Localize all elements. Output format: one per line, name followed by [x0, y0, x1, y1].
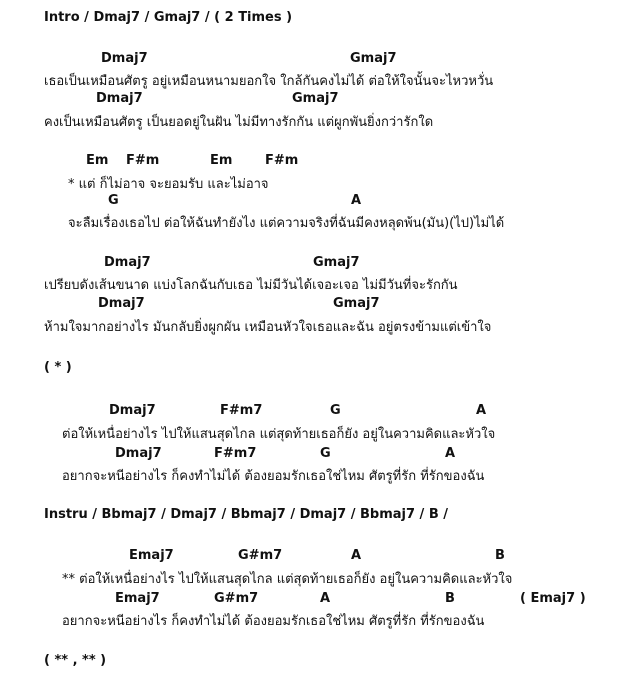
repeat-marker: ( * ): [44, 360, 72, 375]
lyric-line: ห้ามใจมากอย่างไร มันกลับยิ่งผูกผัน เหมือนหัวใจเธอและฉัน อยู่ตรงข้ามแต่เข้าใจ: [44, 320, 492, 335]
chord: Dmaj7: [96, 91, 143, 106]
chord: A: [445, 446, 456, 461]
chord: Em: [86, 153, 109, 168]
chord: B: [495, 548, 505, 563]
lyric-line: คงเป็นเหมือนศัตรู เป็นยอดยู่ในฝัน ไม่มีทางรักกัน แต่ผูกพันยิ่งกว่ารักใด: [44, 115, 434, 130]
chord: A: [351, 548, 362, 563]
chord: G#m7: [238, 548, 283, 563]
lyric-line: จะลืมเรื่องเธอไป ต่อให้ฉันทำยังไง แต่ความจริงที่ฉันมีคงหลุดพ้น(มัน)(ไป)ไม่ได้: [68, 216, 505, 231]
lyric-line: อยากจะหนีอย่างไร ก็คงทำไม่ได้ ต้องยอมรักเธอใช่ไหม ศัตรูที่รัก ที่รักของฉัน: [62, 614, 485, 629]
lyric-line: ต่อให้เหนื่อย่างไร ไปให้แสนสุดไกล แต่สุดท้ายเธอก็ยัง อยู่ในความคิดและหัวใจ: [62, 427, 496, 442]
chord: A: [351, 193, 362, 208]
chord: A: [476, 403, 487, 418]
chord: G: [330, 403, 341, 418]
lyric-line: เธอเป็นเหมือนศัตรู อยู่เหมือนหนามยอกใจ ใกล้กันคงไม่ได้ ต่อให้ใจนั้นจะไหวหวั่น: [44, 74, 494, 89]
chord: Emaj7: [129, 548, 174, 563]
lyric-line: เปรียบดังเส้นขนาด แบ่งโลกฉันกับเธอ ไม่มีวันได้เจอะเจอ ไม่มีวันที่จะรักกัน: [44, 278, 458, 293]
chord: Gmaj7: [333, 296, 380, 311]
chord: F#m7: [214, 446, 257, 461]
chord: B: [445, 591, 455, 606]
chord: F#m: [126, 153, 160, 168]
chord: A: [320, 591, 331, 606]
chord: G: [320, 446, 331, 461]
chord: Gmaj7: [350, 51, 397, 66]
instru-line: Instru / Bbmaj7 / Dmaj7 / Bbmaj7 / Dmaj7 / Bbmaj7 / B /: [44, 507, 449, 522]
chord: Dmaj7: [109, 403, 156, 418]
chord: Gmaj7: [313, 255, 360, 270]
chord: Gmaj7: [292, 91, 339, 106]
chord: F#m7: [220, 403, 263, 418]
chord: Emaj7: [115, 591, 160, 606]
intro-line: Intro / Dmaj7 / Gmaj7 / ( 2 Times ): [44, 10, 293, 25]
chord: Dmaj7: [104, 255, 151, 270]
lyric-line: อยากจะหนีอย่างไร ก็คงทำไม่ได้ ต้องยอมรักเธอใช่ไหม ศัตรูที่รัก ที่รักของฉัน: [62, 469, 485, 484]
chord: G#m7: [214, 591, 259, 606]
repeat-marker: ( ** , ** ): [44, 653, 107, 668]
chord: G: [108, 193, 119, 208]
lyric-line: * แต่ ก็ไม่อาจ จะยอมรับ และไม่อาจ: [68, 177, 269, 192]
chord: F#m: [265, 153, 299, 168]
chord: Dmaj7: [98, 296, 145, 311]
chord: Dmaj7: [101, 51, 148, 66]
lyric-line: ** ต่อให้เหนื่อย่างไร ไปให้แสนสุดไกล แต่สุดท้ายเธอก็ยัง อยู่ในความคิดและหัวใจ: [62, 572, 513, 587]
chord: Dmaj7: [115, 446, 162, 461]
chord: Em: [210, 153, 233, 168]
chord: ( Emaj7 ): [520, 591, 586, 606]
